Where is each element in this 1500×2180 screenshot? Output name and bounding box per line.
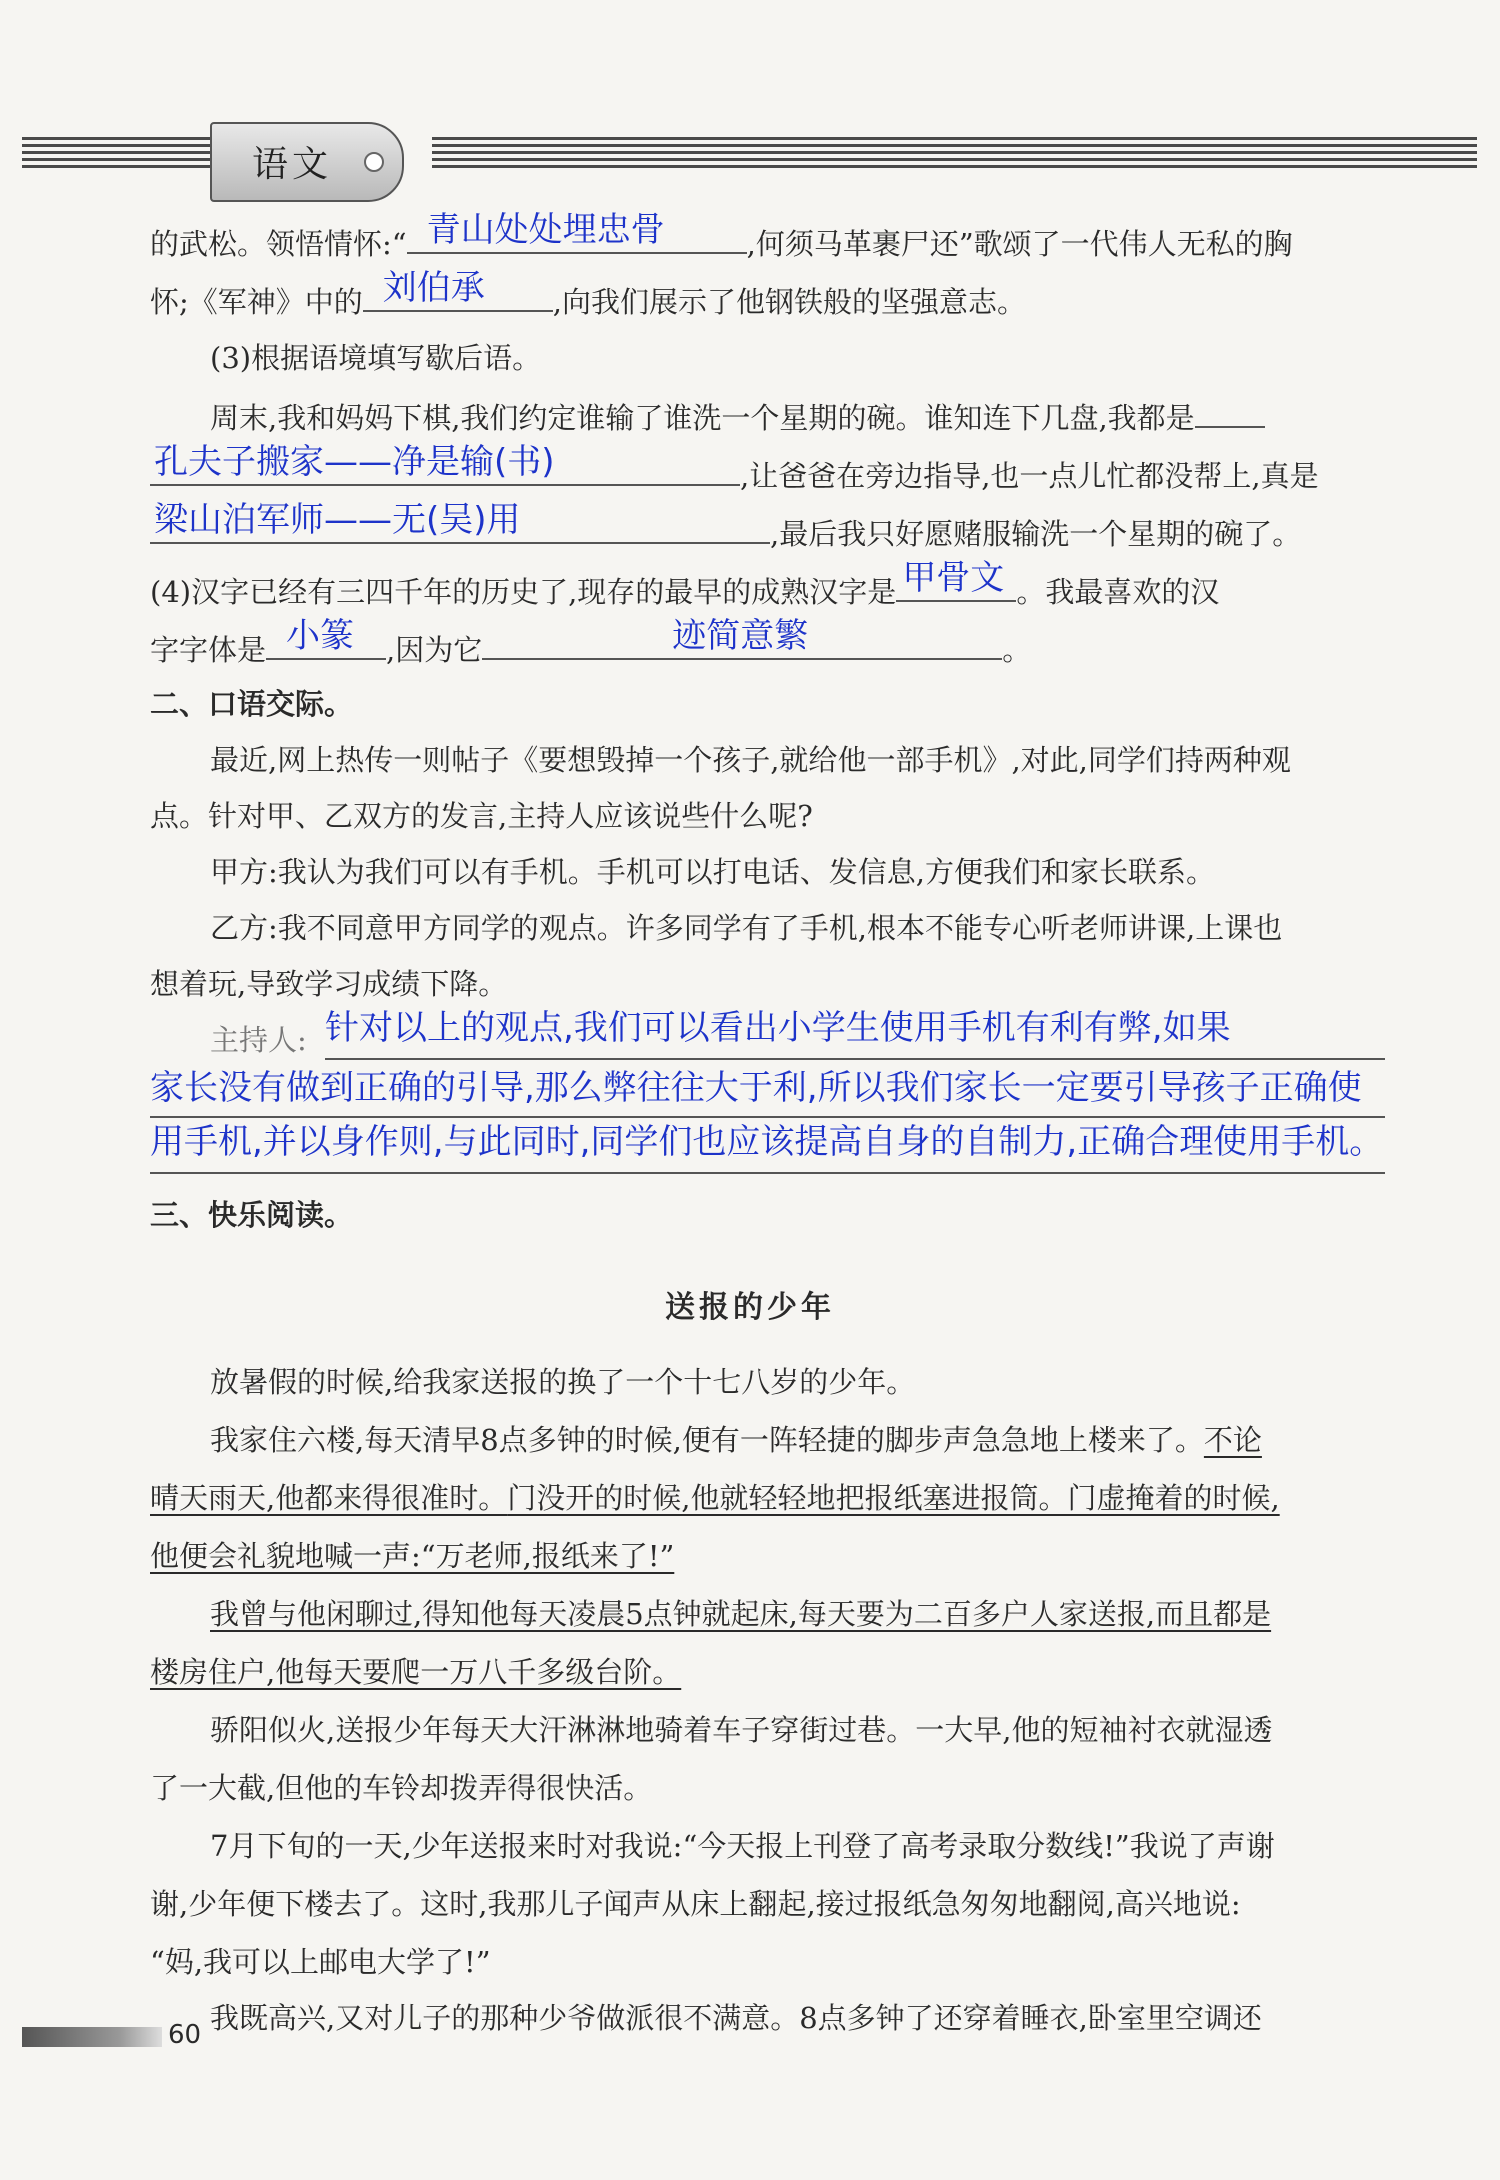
passage-p2-line1 [210,1420,1262,1460]
passage-p5-line3: “妈,我可以上邮电大学了!” [150,1945,491,1979]
tab-hole-icon [364,152,384,172]
host-answer-rule-2[interactable] [150,1116,1385,1118]
q3-blank-1[interactable] [150,442,740,486]
passage-p3-line2: 楼房住户,他每天要爬一万八千多级台阶。 [150,1655,682,1689]
header-rule-left [22,137,222,181]
q1-text: ,向我们展示了他钢铁般的坚强意志。 [552,285,1027,319]
q3-blank-1-start[interactable] [1195,396,1265,428]
passage-p4-line2: 了一大截,但他的车铃却拨弄得很快活。 [150,1771,653,1805]
q4-answer-1: 甲骨文 [902,558,1005,598]
subject-label: 语文 [252,144,333,185]
q4-blank-1[interactable] [896,558,1016,602]
q3-answer-1: 孔夫子搬家——净是输(书) [154,442,555,482]
q3-text: ,让爸爸在旁边指导,也一点儿忙都没帮上,真是 [740,459,1319,493]
passage-text: 我家住六楼,每天清早8点多钟的时候,便有一阵轻捷的脚步声急急地上楼来了。 [210,1423,1204,1457]
host-answer-line1: 针对以上的观点,我们可以看出小学生使用手机有利有弊,如果 [325,1008,1231,1048]
q4-blank-2[interactable] [266,616,386,660]
q1-line1 [150,210,1293,264]
passage-title: 送报的少年 [665,1290,835,1325]
passage-underlined: 不论 [1203,1423,1262,1457]
q4-answer-2: 小篆 [286,616,355,656]
yi-statement-line1: 乙方:我不同意甲方同学的观点。许多同学有了手机,根本不能专心听老师讲课,上课也 [210,911,1283,945]
q3-blank-2[interactable] [150,500,770,544]
passage-p2-line2 [150,1478,1280,1518]
q4-blank-3[interactable] [482,616,1002,660]
q1-text: 怀;《军神》中的 [150,285,363,319]
host-answer-rule-1[interactable] [325,1058,1385,1060]
q4-text: (4)汉字已经有三四千年的历史了,现存的最早的成熟汉字是 [150,575,897,609]
section3-heading: 三、快乐阅读。 [150,1198,354,1232]
passage-p4-line1: 骄阳似火,送报少年每天大汗淋淋地骑着车子穿街过巷。一大早,他的短袖衬衣就湿透 [210,1713,1273,1747]
host-answer-rule-3[interactable] [150,1172,1385,1174]
s2-paragraph-line1: 最近,网上热传一则帖子《要想毁掉一个孩子,就给他一部手机》,对此,同学们持两种观 [210,743,1291,777]
q1-answer-2: 刘伯承 [382,268,485,308]
jia-statement: 甲方:我认为我们可以有手机。手机可以打电话、发信息,方便我们和家长联系。 [210,855,1215,889]
q1-blank-1[interactable] [407,210,747,254]
yi-statement-line2: 想着玩,导致学习成绩下降。 [150,967,508,1001]
passage-p6-line1: 我既高兴,又对儿子的那种少爷做派很不满意。8点多钟了还穿着睡衣,卧室里空调还 [210,2001,1262,2035]
q4-text: ,因为它 [386,633,483,667]
q4-text: 。 [1002,633,1032,667]
host-answer-line2: 家长没有做到正确的引导,那么弊往往大于利,所以我们家长一定要引导孩子正确使 [150,1068,1362,1108]
subject-tab [210,122,404,202]
q1-blank-2[interactable] [363,268,553,312]
q1-line2 [150,268,1027,322]
passage-underlined: 晴天雨天,他都来得很准时。 [150,1481,508,1515]
q1-text: ,何须马革裹尸还”歌颂了一代伟人无私的胸 [746,227,1293,261]
passage-underlined: 门没开的时候,他就轻轻地把报纸塞进报筒。门虚掩着的时候, [507,1481,1280,1515]
q3-line1 [210,396,1265,438]
section2-heading: 二、口语交际。 [150,687,354,721]
q3-text: ,最后我只好愿赌服输洗一个星期的碗了。 [770,517,1302,551]
q4-line1 [150,558,1220,612]
passage-p1: 放暑假的时候,给我家送报的换了一个十七八岁的少年。 [210,1365,916,1399]
q4-text: 。我最喜欢的汉 [1016,575,1220,609]
q4-answer-3: 迹简意繁 [672,616,809,656]
host-answer-line3: 用手机,并以身作则,与此同时,同学们也应该提高自身的自制力,正确合理使用手机。 [150,1122,1384,1162]
s2-paragraph-line2: 点。针对甲、乙双方的发言,主持人应该说些什么呢? [150,799,813,833]
q4-line2 [150,616,1032,670]
page-number-bar [22,2027,162,2047]
page-number: 60 [168,2020,202,2050]
q3-line3 [150,500,1302,554]
passage-p5-line1: 7月下旬的一天,少年送报来时对我说:“今天报上刊登了高考录取分数线!”我说了声谢 [210,1829,1275,1863]
q1-text: 的武松。领悟情怀:“ [150,227,407,261]
q3-answer-2: 梁山泊军师——无(吴)用 [154,500,521,540]
passage-p3-line1: 我曾与他闲聊过,得知他每天凌晨5点钟就起床,每天要为二百多户人家送报,而且都是 [210,1597,1272,1631]
q3-text: 周末,我和妈妈下棋,我们约定谁输了谁洗一个星期的碗。谁知连下几盘,我都是 [210,401,1195,435]
q1-answer-1: 青山处处埋忠骨 [426,210,665,250]
host-label: 主持人: [210,1023,307,1057]
header-rule-right [432,137,1477,181]
q4-text: 字字体是 [150,633,267,667]
q3-heading: (3)根据语境填写歇后语。 [210,341,542,375]
passage-p5-line2: 谢,少年便下楼去了。这时,我那儿子闻声从床上翻起,接过报纸急匆匆地翻阅,高兴地说: [150,1887,1241,1921]
q3-line2 [150,442,1319,496]
passage-p2-line3: 他便会礼貌地喊一声:“万老师,报纸来了!” [150,1539,675,1573]
